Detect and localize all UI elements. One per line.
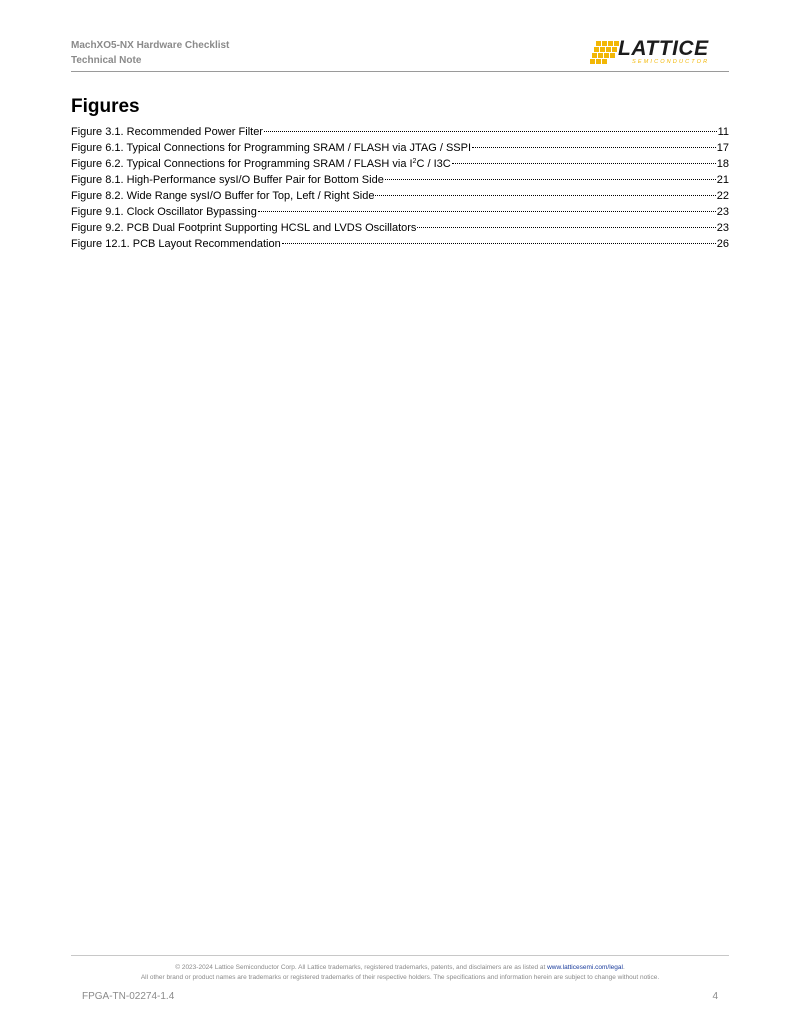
copyright-line [71,963,729,973]
trademark-line: All other brand or product names are trademarks or registered trademarks of their respective holders. The specifications and information herein are subject to change without notice. [140,974,660,981]
dot-leader [417,227,715,228]
figure-entry-label: Figure 6.1. Typical Connections for Programming SRAM / FLASH via JTAG / SSPI [71,142,472,154]
dot-leader [452,163,716,164]
figure-entry-label: Figure 9.1. Clock Oscillator Bypassing [71,206,257,218]
section-title: Figures [71,96,140,117]
figure-entry-label: Figure 8.1. High-Performance sysI/O Buffer Pair for Bottom Side [71,174,384,186]
figures-list [71,124,729,252]
header-divider [71,71,729,72]
figure-entry-page: 26 [716,238,729,250]
footer-legal [71,963,729,983]
figure-entry[interactable] [71,220,729,236]
dot-leader [264,131,717,132]
dot-leader [375,195,715,196]
figure-entry-label: Figure 3.1. Recommended Power Filter [71,126,263,138]
figure-entry-label-suffix: C / I3C [416,158,451,170]
figure-entry-label: Figure 9.2. PCB Dual Footprint Supporting HCSL and LVDS Oscillators [71,222,417,234]
figure-entry-page: 18 [716,158,729,170]
legal-link[interactable]: www.latticesemi.com/legal [547,964,623,971]
figure-entry-page: 17 [716,142,729,154]
figure-entry[interactable] [71,236,729,252]
lattice-logo-word: LATTICE [618,37,709,60]
document-id: FPGA-TN-02274-1.4 [82,991,175,1002]
document-title: MachXO5-NX Hardware Checklist [71,40,230,51]
figure-entry[interactable] [71,124,729,140]
figure-entry[interactable] [71,204,729,220]
dot-leader [282,243,716,244]
figure-entry-page: 21 [716,174,729,186]
figure-entry-page: 23 [716,222,729,234]
figure-entry-label [71,156,451,172]
dot-leader [258,211,716,212]
figure-entry[interactable] [71,140,729,156]
figure-entry-label: Figure 12.1. PCB Layout Recommendation [71,238,281,250]
figure-entry-page: 22 [716,190,729,202]
lattice-logo-mark-icon [590,41,620,63]
figure-entry[interactable] [71,188,729,204]
figure-entry-page: 23 [716,206,729,218]
lattice-logo [590,37,730,66]
page-number: 4 [712,991,718,1002]
footer-divider [71,955,729,956]
figure-entry[interactable] [71,172,729,188]
dot-leader [472,147,716,148]
dot-leader [385,179,716,180]
superscript: 2 [412,158,417,165]
figure-entry-label-prefix: Figure 6.2. Typical Connections for Programming SRAM / FLASH via I [71,158,413,170]
copyright-text: © 2023-2024 Lattice Semiconductor Corp. All Lattice trademarks, registered trademarks, patents, and disclaimers are as listed at [175,964,548,971]
lattice-logo-subtitle: SEMICONDUCTOR [632,59,710,65]
figure-entry-label: Figure 8.2. Wide Range sysI/O Buffer for Top, Left / Right Side [71,190,375,202]
document-subtitle: Technical Note [71,55,142,66]
figure-entry-page: 11 [717,126,729,138]
copyright-suffix: . [622,964,625,971]
figure-entry[interactable] [71,156,729,172]
